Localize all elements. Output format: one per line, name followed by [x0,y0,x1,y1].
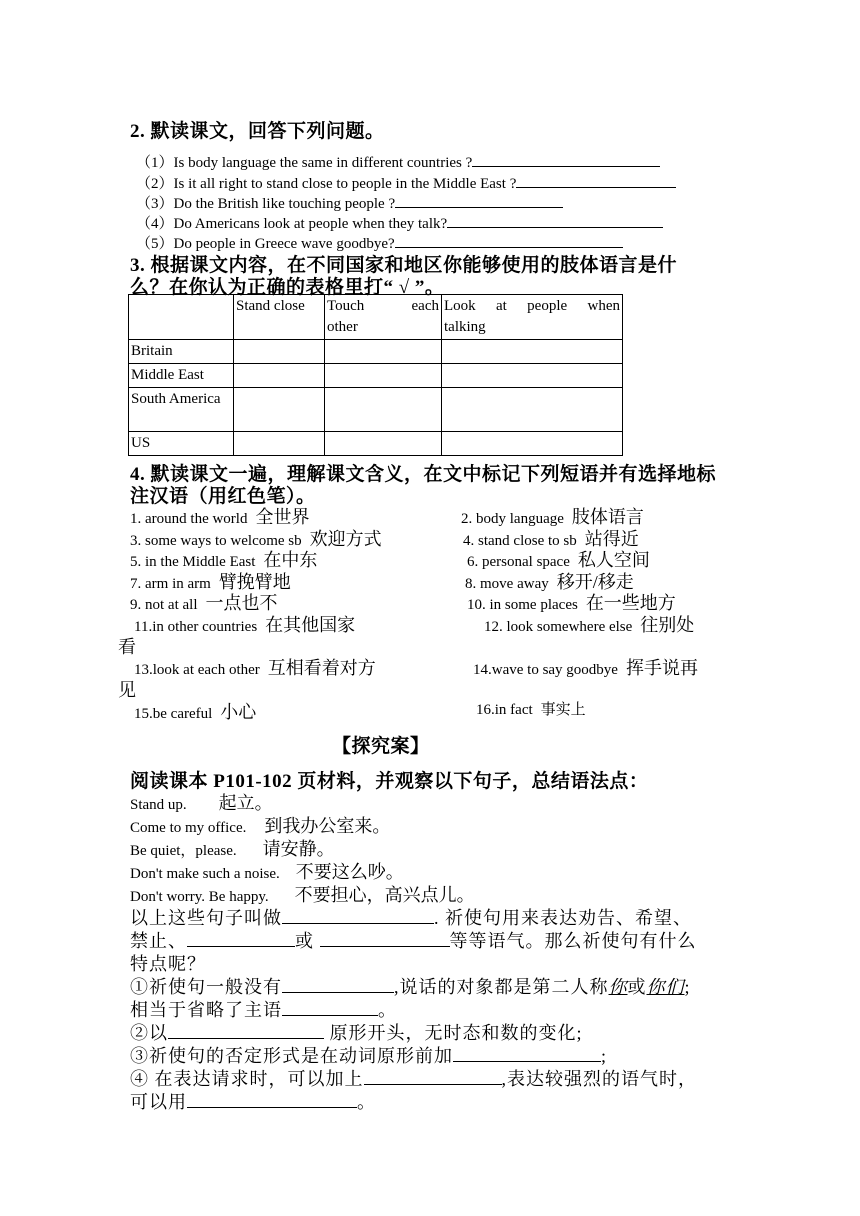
table-cell[interactable] [325,364,442,388]
rule-2: ②以 原形开头，无时态和数的变化; [130,1023,583,1043]
question-1: （1）Is body language the same in different countries ? [136,150,660,172]
table-cell[interactable] [325,432,442,456]
paragraph-line-3: 特点呢？ [130,954,206,974]
phrase-11: 11.in other countries 在其他国家 [134,615,356,635]
phrase-16: 16.in fact 事实上 [476,702,586,718]
phrase-1: 1. around the world 全世界 [130,507,310,527]
section-4-heading-line1: 4. 默读课文一遍，理解课文含义，在文中标记下列短语并有选择地标 [130,464,717,485]
phrase-10: 10. in some places 在一些地方 [467,593,676,613]
section-2-heading: 2. 默读课文，回答下列问题。 [130,121,385,142]
table-header-stand-close: Stand close [234,295,325,340]
rule-4-cont: 可以用 。 [130,1092,376,1112]
rule-1-cont: 相当于省略了主语 。 [130,1000,397,1020]
table-cell[interactable] [325,388,442,432]
table-row-label: Middle East [129,364,234,388]
question-5: （5）Do people in Greece wave goodbye? [136,231,623,253]
phrase-5: 5. in the Middle East 在中东 [130,550,318,570]
phrase-15: 15.be careful 小心 [134,702,257,722]
question-2: （2）Is it all right to stand close to people in the Middle East ? [136,171,676,193]
table-cell[interactable] [234,432,325,456]
table-header-look: Look at people when talking [442,295,623,340]
body-language-table [128,294,623,456]
table-cell[interactable] [442,340,623,364]
section-3-heading-line2: 么？在你认为正确的表格里打“ √ ”。 [130,277,445,298]
example-4: Don't make such a noise. 不要这么吵。 [130,862,404,882]
rule-3: ③祈使句的否定形式是在动词原形前加 ; [130,1046,608,1066]
phrase-13: 13.look at each other 互相看着对方 [134,658,376,678]
example-1: Stand up. 起立。 [130,793,273,813]
section-4-heading-line2: 注汉语（用红色笔）。 [130,486,316,507]
phrase-4: 4. stand close to sb 站得近 [463,529,639,549]
table-cell[interactable] [442,432,623,456]
table-cell[interactable] [234,364,325,388]
phrase-7: 7. arm in arm 臂挽臂地 [130,572,291,592]
rule-1: ①祈使句一般没有 ,说话的对象都是第二人称你或你们; [130,977,691,997]
explore-title: 【探究案】 [332,736,430,757]
paragraph-line-2: 禁止、 或 等等语气。那么祈使句有什么 [130,931,697,951]
table-header-empty [129,295,234,340]
explore-intro: 阅读课本 P101-102 页材料，并观察以下句子，总结语法点： [130,771,649,792]
phrase-9: 9. not at all 一点也不 [130,593,278,613]
table-cell[interactable] [442,388,623,432]
phrase-2: 2. body language 肢体语言 [461,507,644,527]
question-4: （4）Do Americans look at people when they talk? [136,211,663,233]
phrase-3: 3. some ways to welcome sb 欢迎方式 [130,529,382,549]
table-cell[interactable] [234,388,325,432]
question-3: （3）Do the British like touching people ? [136,191,563,213]
table-row-label: South America [129,388,234,432]
table-cell[interactable] [234,340,325,364]
table-cell[interactable] [442,364,623,388]
paragraph-line-1: 以上这些句子叫做 . 祈使句用来表达劝告、希望、 [130,908,692,928]
example-3: Be quiet，please. 请安静。 [130,839,335,859]
phrase-14: 14.wave to say goodbye 挥手说再 [473,658,698,678]
table-cell[interactable] [325,340,442,364]
table-row-label: US [129,432,234,456]
rule-4: ④ 在表达请求时，可以加上 ,表达较强烈的语气时， [130,1069,697,1089]
section-3-heading-line1: 3. 根据课文内容，在不同国家和地区你能够使用的肢体语言是什 [130,255,678,276]
phrase-14-wrap: 见 [118,680,136,700]
phrase-12-wrap: 看 [118,637,136,657]
table-row-label: Britain [129,340,234,364]
example-5: Don't worry. Be happy. 不要担心，高兴点儿。 [130,885,475,905]
table-header-touch: Touch each other [325,295,442,340]
example-2: Come to my office. 到我办公室来。 [130,816,391,836]
phrase-12: 12. look somewhere else 往别处 [484,615,695,635]
phrase-6: 6. personal space 私人空间 [467,550,650,570]
phrase-8: 8. move away 移开/移走 [465,572,634,592]
